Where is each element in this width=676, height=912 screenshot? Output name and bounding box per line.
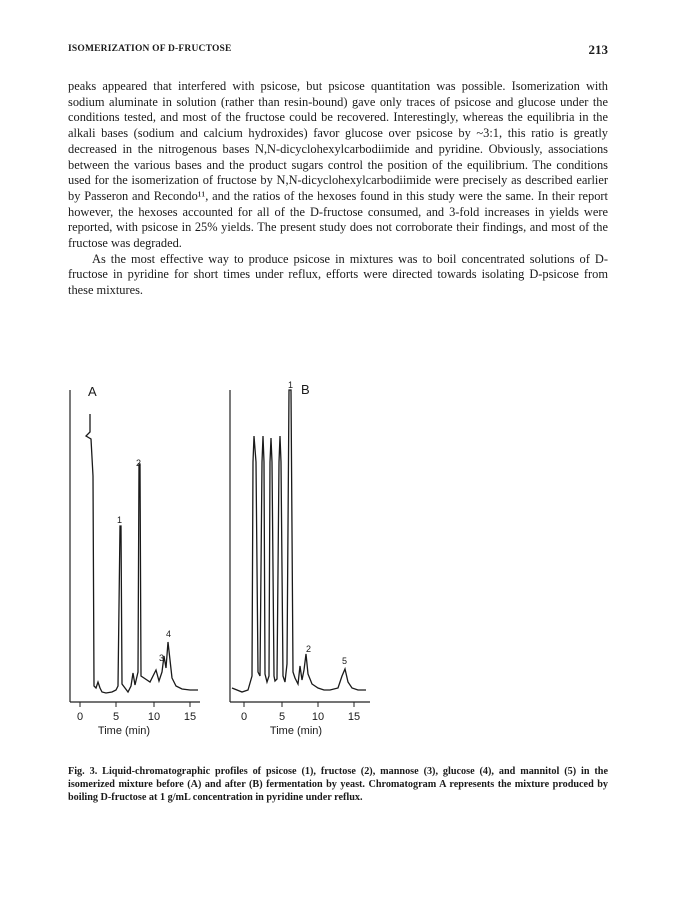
peak-label-5: 5 (342, 656, 348, 666)
panel-b-xlabel: Time (min) (269, 725, 323, 737)
peak-label-4: 4 (166, 629, 172, 639)
panel-b-label: B (301, 382, 310, 397)
peak-label-1: 1 (117, 515, 123, 525)
panel-a-xlabel: Time (min) (97, 725, 151, 737)
chromatogram-figure (60, 376, 380, 746)
running-title: ISOMERIZATION OF D-FRUCTOSE (68, 44, 232, 54)
paragraph: peaks appeared that interfered with psicose, but psicose quantitation was possible. Isomerization with sodium aluminate in solution (rather than resin-bound) gave only traces of psicose and glucose under the conditions tested, and most of the fructose could be recovered. Interestingly, whereas the equilibria in the alkali bases (sodium and calcium hydroxides) favor glucose over psicose by ~3:1, this ratio is greatly decreased in the nitrogenous bases N,N-dicyclohexylcarbodiimide and pyridine. Obviously, associations between the various bases and the product sugars control the position of the equilibrium. The conditions used for the isomerization of fructose by N,N-dicyclohexylcarbodiimide were precisely as described earlier by Passeron and Recondo¹¹, and the ratios of the hexoses found in this study were the same. In their report however, the hexoses accounted for all of the D-fructose consumed, and 3-fold increases in yields were reported, with psicose in 25% yields. The present study does not corroborate their findings, and most of the fructose was degraded. (68, 79, 608, 251)
peak-label-3: 3 (159, 653, 165, 663)
peak-label-2: 2 (136, 458, 142, 468)
figure-caption: Fig. 3. Liquid-chromatographic profiles of psicose (1), fructose (2), mannose (3), glucose (4), and mannitol (5) in the isomerized mixture before (A) and after (B) fermentation by yeast. Chromatogram A represents the mixture produced by boiling D-fructose at 1 g/mL concentration in pyridine under reflux. (68, 766, 608, 803)
peak-label-2: 2 (306, 644, 312, 654)
body-text (68, 79, 608, 299)
panel-b (230, 380, 370, 737)
page-number: 213 (588, 42, 608, 57)
chromatogram-svg (60, 376, 380, 746)
panel-b-tick-label: 10 (311, 711, 325, 723)
panel-b-tick-label: 15 (347, 711, 361, 723)
page-header (68, 44, 608, 60)
panel-a (70, 384, 200, 737)
panel-b-tick-label: 5 (278, 711, 286, 723)
panel-a-label: A (88, 384, 97, 399)
panel-a-tick-label: 5 (112, 711, 120, 723)
peak-label-1: 1 (288, 380, 294, 390)
panel-b-trace (232, 390, 366, 692)
panel-a-tick-label: 0 (76, 711, 84, 723)
panel-a-tick-label: 15 (183, 711, 197, 723)
panel-a-trace (86, 414, 198, 693)
panel-a-tick-label: 10 (147, 711, 161, 723)
paragraph: As the most effective way to produce psicose in mixtures was to boil concentrated solutions of D-fructose in pyridine for short times under reflux, efforts were directed towards isolating D-psicose from these mixtures. (68, 251, 608, 298)
panel-b-tick-label: 0 (240, 711, 248, 723)
